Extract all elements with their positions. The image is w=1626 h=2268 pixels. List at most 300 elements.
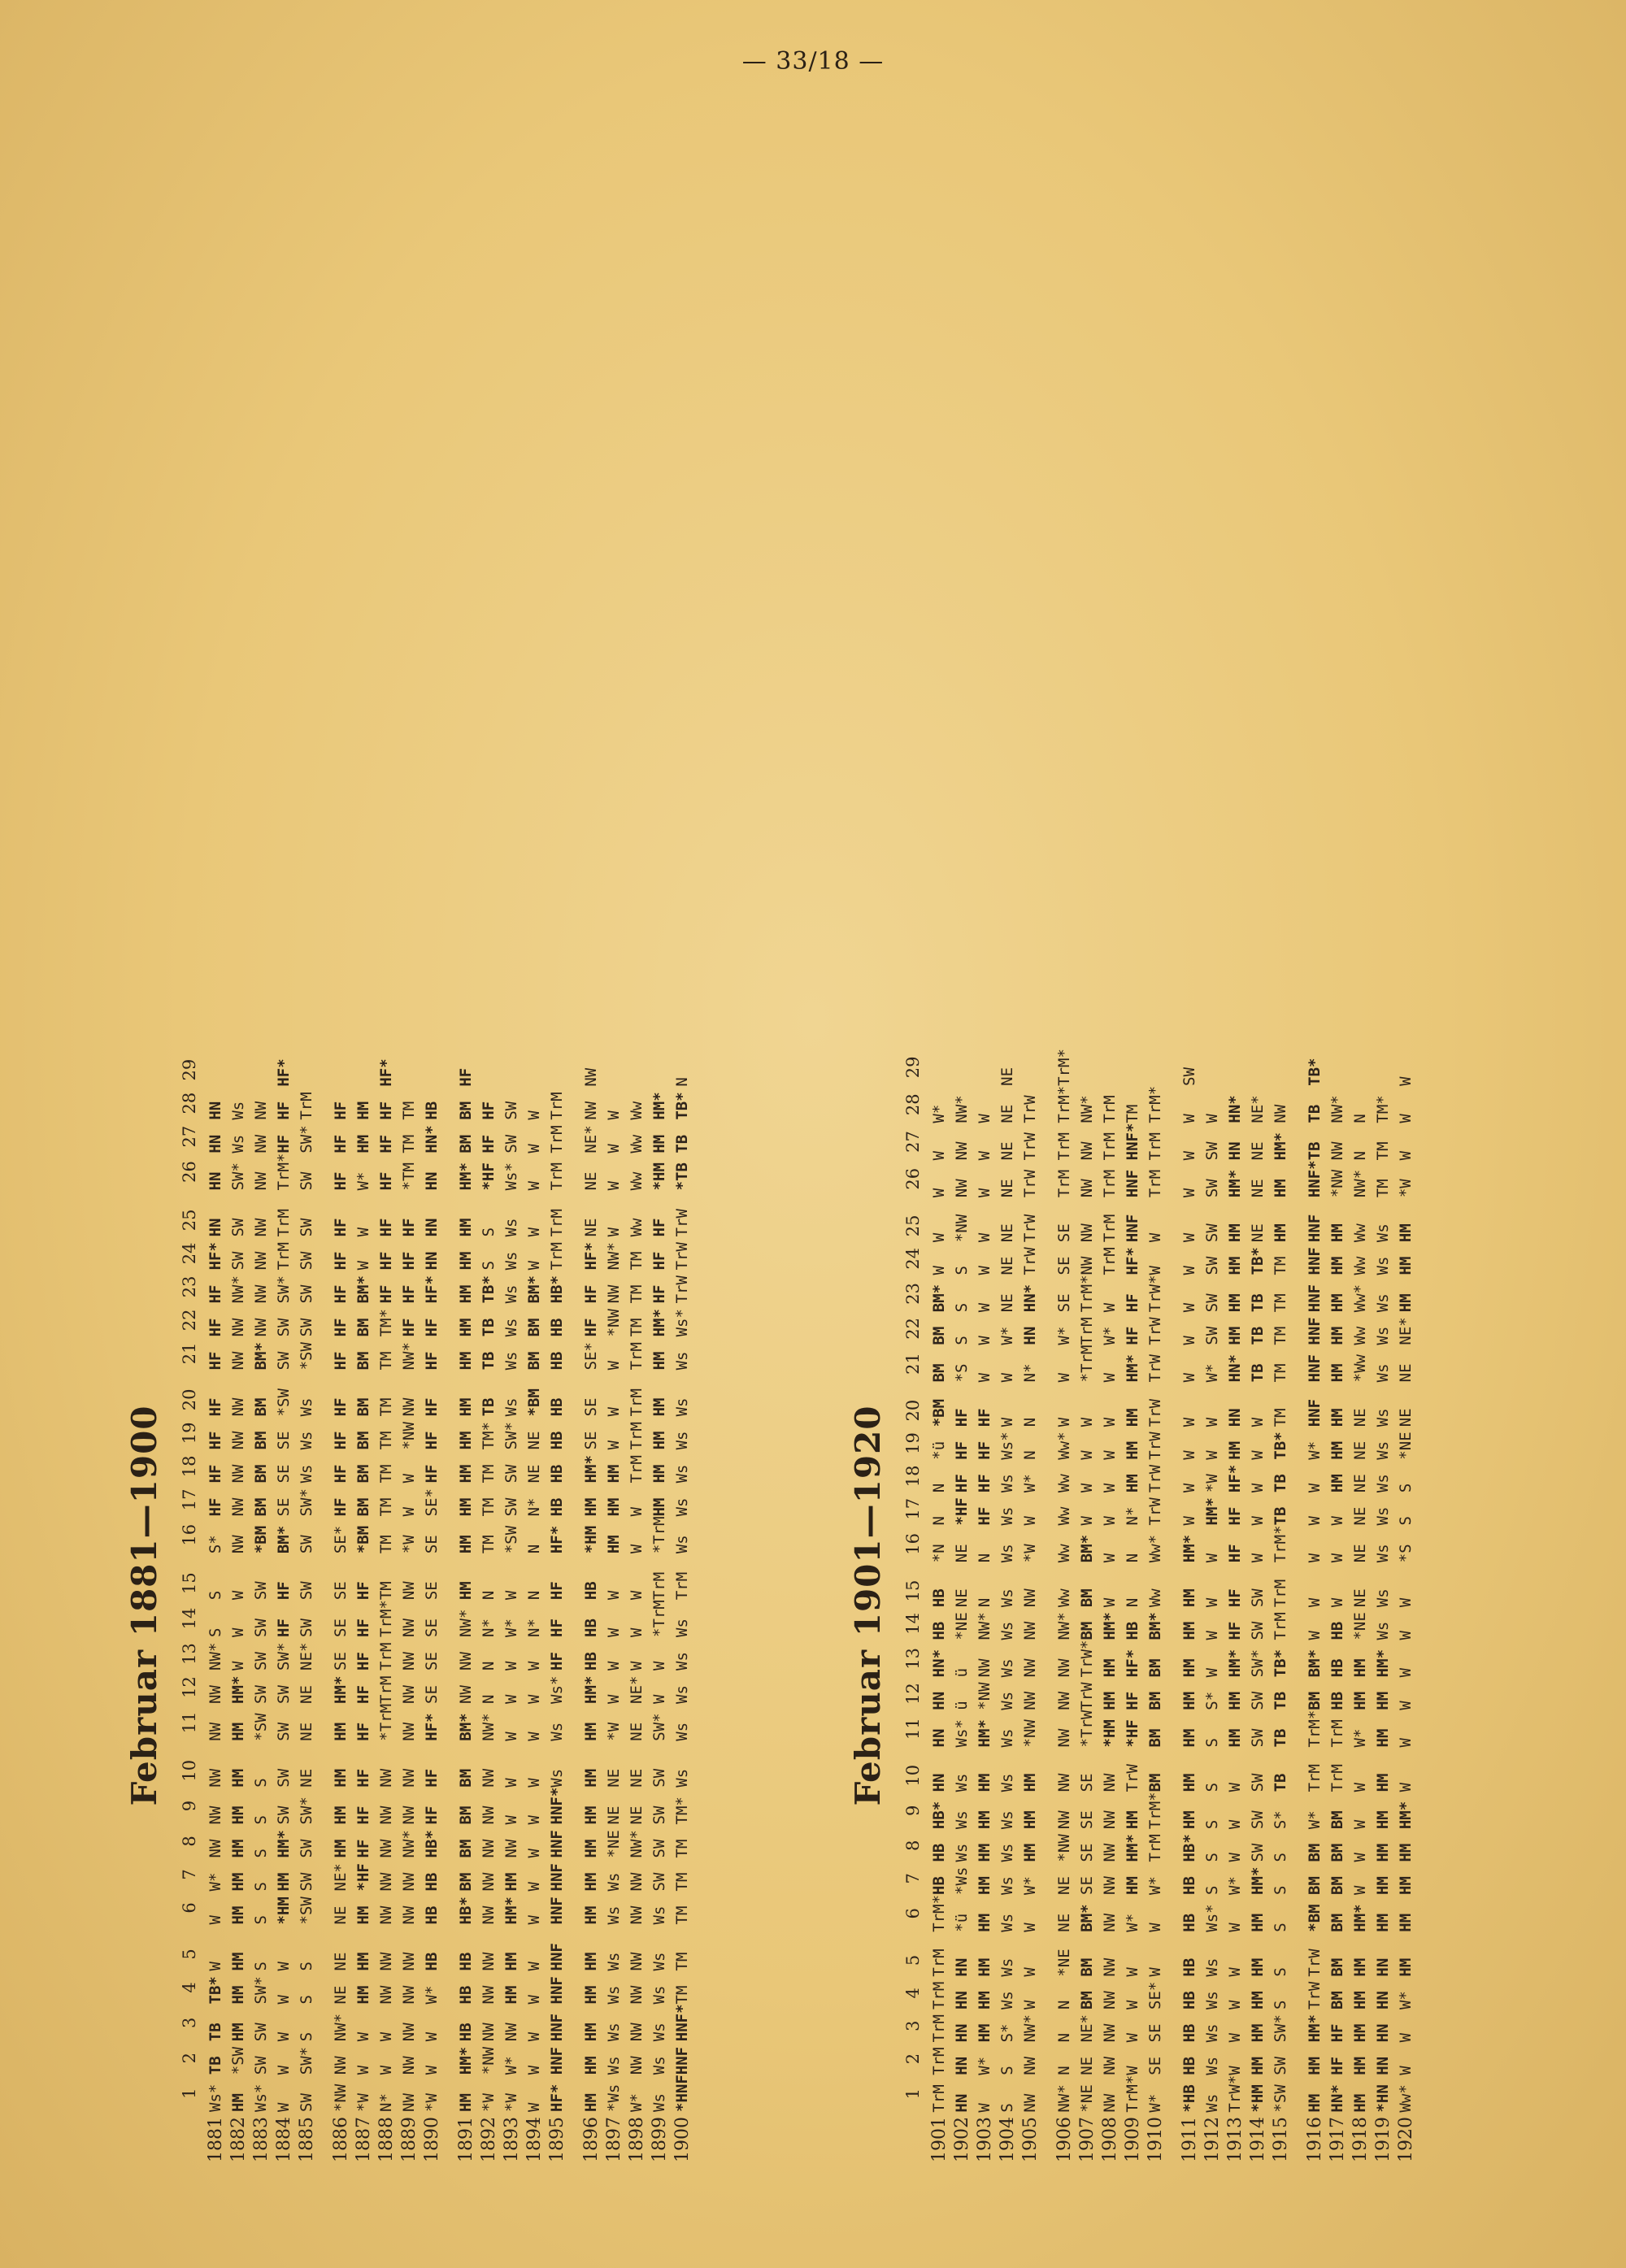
weather-cell: NW	[1101, 1957, 1119, 1977]
column-gap	[546, 1190, 568, 1203]
weather-cell: HB	[548, 1497, 566, 1517]
weather-cell: W	[1203, 1553, 1221, 1563]
weather-cell: ü	[953, 1667, 971, 1678]
weather-cell: BM*	[525, 1275, 543, 1304]
table-row	[648, 1054, 671, 2162]
weather-cell: SW	[252, 2023, 270, 2042]
column-gap	[546, 1741, 568, 1754]
column-gap	[454, 1553, 477, 1566]
weather-cell: *BM	[1306, 1904, 1324, 1932]
weather-cell: NE	[525, 1464, 543, 1484]
weather-cell: TrM*	[1146, 1792, 1164, 1830]
day-header: 8	[180, 1836, 199, 1847]
weather-cell: SW	[1249, 1588, 1267, 1608]
weather-cell: Ww	[628, 1218, 646, 1237]
weather-cell: HM	[1351, 1991, 1369, 2010]
year-label: 1892	[478, 2117, 499, 2162]
weather-cell: TrM*	[1124, 2075, 1141, 2113]
weather-cell: NE*	[1078, 2014, 1096, 2043]
weather-cell: S	[953, 1266, 971, 1275]
weather-cell: HF	[423, 1768, 441, 1788]
weather-cell: HN	[953, 1957, 971, 1977]
day-header: 8	[903, 1840, 923, 1852]
weather-cell: SE	[332, 1618, 350, 1637]
weather-cell: Ws	[673, 1397, 691, 1417]
year-label: 1917	[1327, 2117, 1348, 2162]
weather-cell: SE	[332, 1581, 350, 1601]
column-gap	[648, 1924, 671, 1937]
weather-cell: NW	[1272, 1104, 1289, 1123]
weather-cell: HF	[207, 1464, 224, 1484]
column-gap	[250, 1370, 272, 1383]
column-gap	[1394, 1747, 1417, 1759]
column-gap	[500, 1741, 523, 1754]
weather-cell: Ww	[1055, 1544, 1073, 1563]
weather-cell: HN*	[1226, 1095, 1244, 1123]
weather-cell: SW	[502, 1464, 520, 1484]
weather-cell: SW	[1180, 1067, 1198, 1086]
weather-cell: HF	[207, 1318, 224, 1337]
table-row	[375, 1054, 398, 2162]
weather-cell: SW*	[298, 1125, 315, 1154]
weather-cell: TM	[377, 1464, 395, 1484]
weather-cell: W	[1306, 1553, 1324, 1563]
year-label: 1887	[353, 2117, 374, 2162]
weather-cell: NW	[502, 1839, 520, 1858]
weather-cell: W	[605, 1694, 623, 1704]
column-gap	[580, 1924, 602, 1937]
weather-cell: W*	[998, 1326, 1016, 1345]
column-gap	[1144, 1562, 1167, 1575]
weather-cell: NW	[207, 1805, 224, 1825]
weather-cell: Ws	[1203, 2056, 1221, 2075]
weather-cell: HM	[354, 1952, 372, 1971]
weather-cell: W	[650, 1694, 668, 1704]
column-gap	[352, 1190, 375, 1203]
weather-cell: S*	[1272, 1810, 1289, 1830]
weather-cell: N*	[1124, 1506, 1141, 1526]
weather-cell: NW*	[332, 2013, 350, 2042]
weather-cell: NW	[400, 1905, 418, 1925]
weather-cell: W*	[930, 1104, 948, 1123]
weather-cell: SW	[252, 1652, 270, 1671]
column-gap	[523, 1553, 546, 1566]
weather-cell: W	[525, 1995, 543, 2005]
column-gap	[1201, 1382, 1224, 1394]
weather-cell: W	[354, 2031, 372, 2042]
day-header: 6	[180, 1902, 199, 1914]
weather-cell: HF	[207, 1284, 224, 1304]
weather-cell: HM	[502, 1872, 520, 1892]
weather-cell: HM	[1226, 1223, 1244, 1243]
weather-cell: HF	[377, 1171, 395, 1191]
weather-cell: HB	[548, 1351, 566, 1371]
weather-cell: NW	[252, 1171, 270, 1191]
weather-cell: SW	[298, 1318, 315, 1337]
weather-cell: NW	[1055, 1658, 1073, 1678]
weather-cell: W	[207, 1962, 224, 1971]
weather-cell: NE	[605, 1768, 623, 1788]
weather-cell: HN	[423, 1171, 441, 1191]
weather-cell: NW	[207, 1768, 224, 1788]
weather-cell: W*	[423, 1985, 441, 2005]
weather-cell: W	[1351, 1819, 1369, 1830]
year-label: 1884	[273, 2117, 294, 2162]
weather-cell: N*	[525, 1618, 543, 1637]
weather-cell: HNF	[548, 1830, 566, 1858]
column-gap	[1121, 1747, 1144, 1759]
column-gap	[175, 1741, 204, 1754]
group-gap	[1292, 1049, 1303, 2162]
weather-cell: SW	[275, 1351, 293, 1371]
weather-cell: HM	[1374, 1691, 1392, 1710]
weather-cell: SW*	[502, 1422, 520, 1450]
weather-cell: HN	[953, 2056, 971, 2075]
weather-cell: W	[1203, 1631, 1221, 1640]
weather-cell: HB	[1180, 2023, 1198, 2043]
column-gap	[580, 1190, 602, 1203]
weather-cell	[398, 1054, 420, 1087]
weather-cell: HF	[1328, 2056, 1346, 2075]
weather-cell: HM	[1328, 1363, 1346, 1383]
weather-cell: W	[1180, 1336, 1198, 1345]
weather-cell: Ws	[605, 1952, 623, 1971]
table-row	[950, 1049, 973, 2162]
weather-cell: HM	[582, 1768, 600, 1788]
weather-cell	[625, 1054, 648, 1087]
day-header: 14	[180, 1607, 199, 1630]
weather-cell: TrW*	[1078, 1640, 1096, 1678]
weather-cell	[477, 1054, 500, 1087]
weather-cell: *TrM	[377, 1703, 395, 1741]
table-block-1881-1900	[124, 1049, 890, 2162]
column-gap	[602, 1553, 625, 1566]
column-gap	[1269, 1197, 1292, 1210]
weather-cell: NW	[377, 1805, 395, 1825]
weather-cell: HM	[229, 1722, 247, 1741]
weather-cell: HF	[976, 1506, 993, 1526]
weather-cell	[1372, 1049, 1394, 1086]
weather-cell: BM	[457, 1805, 475, 1825]
weather-cell: *ü	[953, 1913, 971, 1932]
weather-cell: *W	[1397, 1179, 1415, 1198]
weather-cell: TrM	[1146, 1169, 1164, 1198]
weather-cell: HM	[354, 1985, 372, 2005]
weather-cell: BM	[1328, 1810, 1346, 1830]
day-header: 16	[180, 1523, 199, 1546]
weather-cell: SW	[1203, 1179, 1221, 1198]
column-gap	[523, 1741, 546, 1754]
weather-cell: S	[207, 1627, 224, 1637]
day-header: 4	[903, 1988, 923, 1999]
weather-cell	[500, 1054, 523, 1087]
column-gap	[1178, 1562, 1201, 1575]
column-gap	[272, 1553, 295, 1566]
day-header: 25	[903, 1214, 923, 1237]
weather-cell: W	[229, 1590, 247, 1601]
weather-cell	[648, 1054, 671, 1087]
weather-cell: NW	[229, 1397, 247, 1417]
weather-cell: SE	[332, 1652, 350, 1671]
weather-cell: HB	[1180, 1991, 1198, 2010]
weather-cell: W*	[1021, 1876, 1039, 1895]
weather-cell: SE	[275, 1431, 293, 1450]
weather-cell: Ww	[1351, 1326, 1369, 1345]
column-gap	[973, 1562, 996, 1575]
day-header: 18	[903, 1465, 923, 1488]
weather-cell: Ws*	[1203, 1904, 1221, 1932]
column-gap	[625, 1924, 648, 1937]
weather-cell: HB	[457, 1985, 475, 2005]
weather-cell: HM*	[582, 1675, 600, 1704]
wind-table	[175, 1054, 693, 2162]
weather-cell: HB	[1328, 1691, 1346, 1710]
weather-cell: W	[1397, 1076, 1415, 1086]
column-gap	[227, 1190, 250, 1203]
column-gap	[295, 1190, 318, 1203]
weather-cell: W	[525, 1915, 543, 1925]
weather-cell: *NW	[332, 2083, 350, 2112]
weather-cell: Ws	[502, 1251, 520, 1271]
weather-cell: HM	[1124, 1810, 1141, 1830]
weather-cell: W	[1180, 1372, 1198, 1383]
weather-cell: NE	[525, 1431, 543, 1450]
weather-cell	[1076, 1049, 1098, 1086]
table-row	[580, 1054, 602, 2162]
column-gap	[1372, 1382, 1394, 1394]
weather-cell: W	[1124, 2032, 1141, 2043]
column-gap	[546, 1553, 568, 1566]
weather-cell: SE	[423, 1652, 441, 1671]
weather-cell: TM*	[1374, 1095, 1392, 1123]
weather-cell: HM	[1328, 1326, 1346, 1345]
table-row	[973, 1049, 996, 2162]
weather-cell: HM	[1272, 1223, 1289, 1243]
weather-cell: HF	[1124, 1293, 1141, 1313]
weather-cell: HF	[582, 1284, 600, 1304]
weather-cell: NW	[480, 1905, 498, 1925]
weather-cell: TrM	[275, 1209, 293, 1237]
weather-cell: Ws	[953, 1773, 971, 1792]
weather-cell: HF	[354, 1652, 372, 1671]
weather-cell: SE	[423, 1685, 441, 1704]
weather-cell: HM	[650, 1497, 668, 1517]
weather-cell: NE	[1351, 1544, 1369, 1563]
weather-cell: HB	[423, 1905, 441, 1925]
weather-cell: HM	[582, 1497, 600, 1517]
weather-cell: HB	[548, 1464, 566, 1484]
weather-cell: HB	[1124, 1621, 1141, 1640]
weather-cell: HM	[976, 1810, 993, 1830]
weather-cell: BM	[1146, 1658, 1164, 1678]
column-gap	[1076, 1932, 1098, 1944]
weather-cell: W	[628, 1661, 646, 1671]
weather-cell: BM*	[457, 1713, 475, 1741]
weather-cell: W	[1180, 1150, 1198, 1161]
weather-cell: SW	[1272, 2056, 1289, 2075]
weather-cell: NE	[953, 1544, 971, 1563]
year-label: 1915	[1270, 2117, 1291, 2162]
weather-cell: W	[1078, 1483, 1096, 1493]
weather-cell: HM	[354, 1134, 372, 1154]
weather-cell: HM	[1226, 1728, 1244, 1748]
year-label: 1886	[330, 2117, 351, 2162]
weather-cell: SE	[1146, 2023, 1164, 2043]
weather-cell: N*	[525, 1497, 543, 1517]
table-row	[1269, 1049, 1292, 2162]
weather-cell: W*	[1306, 1810, 1324, 1830]
weather-cell: W	[502, 1815, 520, 1825]
column-gap	[580, 1553, 602, 1566]
column-gap	[523, 1924, 546, 1937]
weather-cell: HF*	[1124, 1649, 1141, 1678]
weather-cell: HNF	[1306, 1247, 1324, 1275]
weather-cell: NE	[1055, 1876, 1073, 1895]
weather-cell: TrM	[1055, 1132, 1073, 1161]
weather-cell	[352, 1054, 375, 1087]
weather-cell: NW*	[1078, 1095, 1096, 1123]
weather-cell: S	[1272, 1853, 1289, 1862]
table-row	[1098, 1049, 1121, 2162]
weather-cell: SW	[229, 1218, 247, 1237]
weather-cell: BM	[252, 1431, 270, 1450]
weather-cell: TM	[628, 1318, 646, 1337]
weather-cell: BM	[525, 1318, 543, 1337]
weather-cell: W	[1180, 1450, 1198, 1460]
weather-cell: TrM*	[1055, 1049, 1073, 1086]
weather-cell: Ws	[673, 1685, 691, 1704]
weather-cell: *SW	[1272, 2084, 1289, 2113]
column-gap	[329, 1924, 352, 1937]
weather-cell: W	[628, 1506, 646, 1517]
weather-cell: W	[423, 2031, 441, 2042]
weather-cell: NW	[1078, 1179, 1096, 1198]
weather-cell: HF	[354, 1618, 372, 1637]
weather-cell: HM	[1249, 2056, 1267, 2075]
weather-cell: HF	[1124, 1326, 1141, 1345]
weather-cell: *HF	[354, 1863, 372, 1892]
weather-cell: W	[1078, 1417, 1096, 1427]
weather-cell: TrM	[548, 1092, 566, 1120]
column-gap	[1121, 1932, 1144, 1944]
weather-cell: *HF	[953, 1497, 971, 1526]
weather-cell: HNF	[1306, 1354, 1324, 1383]
weather-cell: TrW	[673, 1275, 691, 1304]
column-gap	[1224, 1197, 1246, 1210]
weather-cell: NW	[1078, 1223, 1096, 1243]
weather-cell: HM	[457, 1218, 475, 1237]
weather-cell: W	[605, 1440, 623, 1450]
weather-cell: HF	[423, 1464, 441, 1484]
weather-cell: S	[207, 1590, 224, 1601]
column-gap	[375, 1190, 398, 1203]
weather-cell: HN*	[1226, 1354, 1244, 1383]
weather-cell: Ww*	[1351, 1284, 1369, 1313]
weather-cell: HF	[976, 1474, 993, 1493]
weather-cell: BM	[354, 1318, 372, 1337]
weather-cell: HM	[1328, 1293, 1346, 1313]
weather-cell: HM	[582, 1839, 600, 1858]
weather-cell: TrW	[1021, 1132, 1039, 1161]
weather-cell: NE	[998, 1223, 1016, 1243]
weather-cell: *TrW	[1078, 1710, 1096, 1748]
weather-cell: SW	[650, 1768, 668, 1788]
weather-cell: HM	[1374, 1728, 1392, 1748]
weather-cell: SW*	[275, 1275, 293, 1304]
weather-cell: HM	[1374, 1810, 1392, 1830]
day-header: 27	[180, 1125, 199, 1148]
weather-cell: TrM*	[930, 1894, 948, 1932]
weather-cell: HM	[1272, 1179, 1289, 1198]
column-gap	[352, 1370, 375, 1383]
weather-cell: Ws*	[252, 2083, 270, 2112]
weather-cell: NE*	[628, 1675, 646, 1704]
weather-cell: HM	[502, 1985, 520, 2005]
column-gap	[950, 1562, 973, 1575]
weather-cell: W	[1328, 1516, 1346, 1526]
weather-cell: HB	[548, 1431, 566, 1450]
weather-cell: TM	[377, 1351, 395, 1371]
weather-cell: BM*	[1078, 1534, 1096, 1563]
weather-cell: S	[252, 1882, 270, 1892]
weather-cell: HF	[400, 1318, 418, 1337]
column-gap	[477, 1370, 500, 1383]
weather-cell: TrW	[1124, 1764, 1141, 1792]
weather-cell: W	[1146, 1232, 1164, 1243]
weather-cell: HM	[1226, 1293, 1244, 1313]
weather-cell: HF*	[548, 2083, 566, 2112]
day-header: 27	[903, 1131, 923, 1153]
weather-cell: TrW	[1021, 1247, 1039, 1275]
weather-cell: W	[275, 1962, 293, 1971]
weather-cell: N	[673, 1077, 691, 1087]
weather-cell: HF	[207, 1497, 224, 1517]
weather-cell: HB*	[548, 1275, 566, 1304]
table-row	[420, 1054, 443, 2162]
day-header: 17	[180, 1488, 199, 1511]
table-row	[477, 1054, 500, 2162]
table-row	[500, 1054, 523, 2162]
weather-cell: *Ws	[953, 1866, 971, 1895]
weather-cell: TrM	[377, 1675, 395, 1704]
weather-cell: SW	[229, 1251, 247, 1271]
column-gap	[928, 1382, 950, 1394]
weather-cell: HF*	[377, 1058, 395, 1087]
weather-cell: HN*	[1328, 2084, 1346, 2113]
weather-cell: NW	[1055, 1691, 1073, 1710]
weather-cell: HM*	[1351, 1904, 1369, 1932]
column-gap	[1303, 1747, 1326, 1759]
weather-cell: *NW	[605, 1309, 623, 1337]
weather-cell: NW	[628, 1905, 646, 1925]
weather-cell: HM	[354, 1101, 372, 1120]
weather-cell: Ws	[605, 2023, 623, 2042]
weather-cell: NW	[332, 2056, 350, 2075]
weather-cell: HM	[1180, 1810, 1198, 1830]
weather-cell: TrW	[1021, 1214, 1039, 1243]
weather-cell: W	[377, 2031, 395, 2042]
year-label: 1898	[626, 2117, 647, 2162]
weather-cell	[1144, 1049, 1167, 1086]
year-label: 1904	[997, 2117, 1018, 2162]
column-gap	[1394, 1562, 1417, 1575]
weather-cell: W	[525, 1260, 543, 1271]
weather-cell: NE	[582, 1218, 600, 1237]
weather-cell: HF	[650, 1251, 668, 1271]
column-gap	[329, 1370, 352, 1383]
weather-cell: W	[1124, 2066, 1141, 2075]
year-label: 1888	[376, 2117, 397, 2162]
